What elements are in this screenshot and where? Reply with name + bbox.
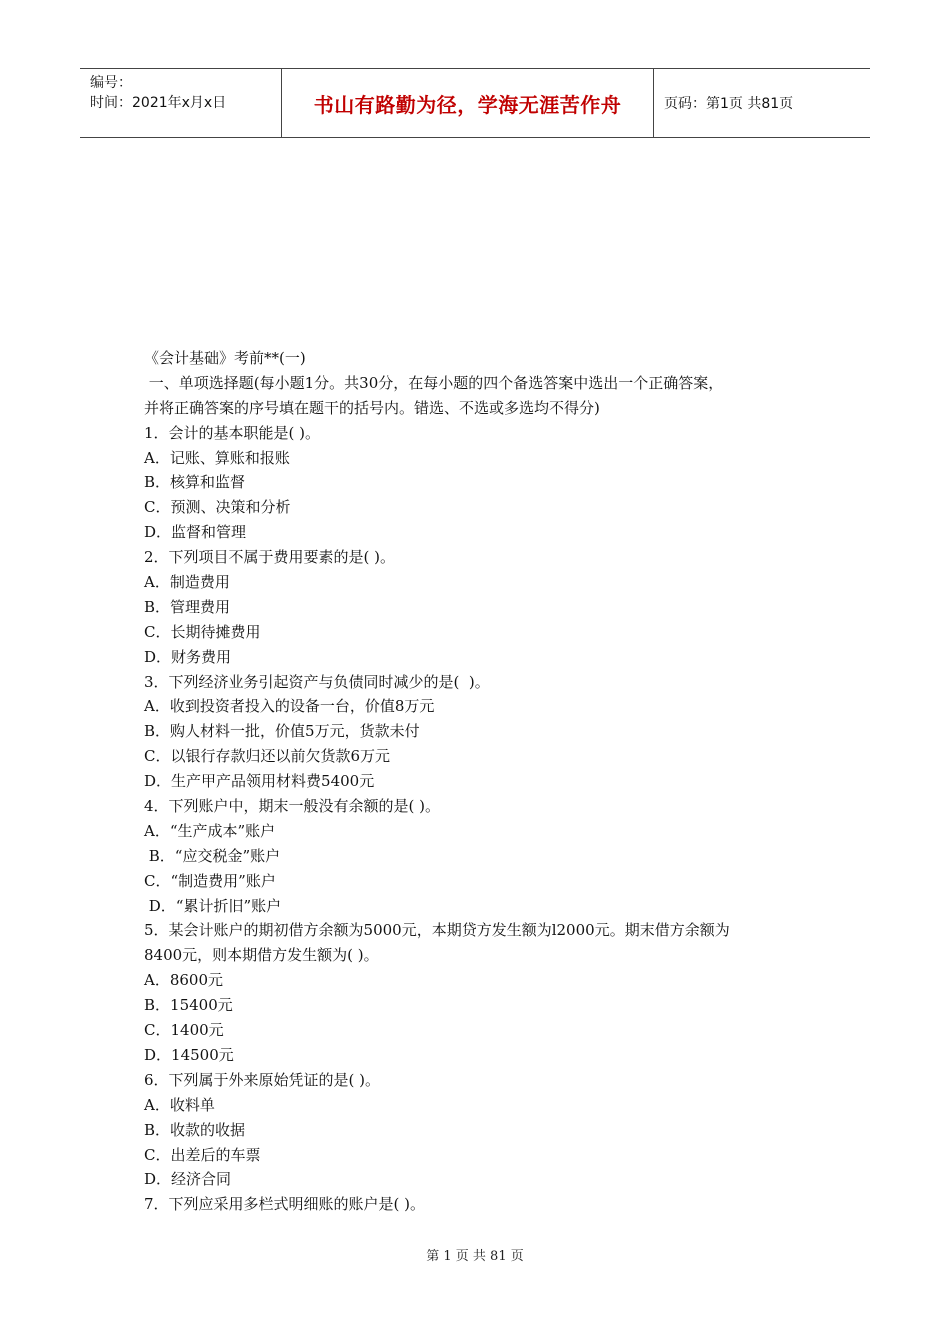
question-5: 5．某会计账户的期初借方余额为5000元，本期贷方发生额为l2000元。期末借方余额为 [144, 921, 730, 940]
option-text: C．预测、决策和分析 [144, 498, 291, 517]
question-1: 1．会计的基本职能是( )。 [144, 423, 321, 442]
option-text: A．收料单 [144, 1095, 215, 1114]
doc-title: 《会计基础》考前**(一) [144, 349, 306, 367]
question-6: 6．下列属于外来原始凭证的是( )。 [144, 1070, 381, 1089]
option-text: B．“应交税金”账户 [144, 846, 281, 865]
option-text: C．以银行存款归还以前欠货款6万元 [144, 747, 391, 766]
id-label: 编号： [90, 75, 132, 91]
option-text: D．“累计折旧”账户 [144, 896, 282, 915]
header-page-info: 页码：第1页 共81页 [664, 96, 794, 112]
option-text: B．收款的收据 [144, 1120, 246, 1139]
section-heading: 一、单项选择题(每小题1分。共30分，在每小题的四个备选答案中选出一个正确答案， [144, 373, 724, 392]
option-text: A．8600元 [144, 971, 224, 990]
option-text: C．“制造费用”账户 [144, 871, 276, 890]
section-instructions: 并将正确答案的序号填在题干的括号内。错选、不选或多选均不得分) [144, 398, 600, 417]
header-motto: 书山有路勤为径，学海无涯苦作舟 [282, 69, 654, 137]
option-text: A．收到投资者投入的设备一台，价值8万元 [144, 697, 435, 716]
question-7: 7．下列应采用多栏式明细账的账户是( )。 [144, 1195, 426, 1214]
page-footer: 第 1 页 共 81 页 [426, 1249, 524, 1264]
page-header [80, 68, 870, 138]
option-text: B．15400元 [144, 996, 233, 1015]
option-text: D．监督和管理 [144, 523, 247, 542]
option-text: A．“生产成本”账户 [144, 821, 276, 840]
option-text: B．购人材料一批，价值5万元，货款未付 [144, 722, 420, 741]
option-text: C．长期待摊费用 [144, 622, 261, 641]
option-text: D．财务费用 [144, 647, 232, 666]
question-5-continued: 8400元，则本期借方发生额为( )。 [144, 946, 379, 965]
question-3: 3．下列经济业务引起资产与负债同时减少的是( )。 [144, 672, 490, 691]
time-label: 时间：2021年x月x日 [90, 95, 227, 111]
option-text: B．核算和监督 [144, 473, 246, 492]
option-text: C．1400元 [144, 1021, 224, 1040]
header-meta [80, 69, 282, 137]
option-text: D．经济合同 [144, 1170, 232, 1189]
option-text: D．14500元 [144, 1045, 234, 1064]
question-4: 4．下列账户中，期末一般没有余额的是( )。 [144, 797, 441, 816]
document-body [144, 346, 824, 1217]
option-text: B．管理费用 [144, 597, 231, 616]
option-text: A．记账、算账和报账 [144, 448, 290, 467]
question-2: 2．下列项目不属于费用要素的是( )。 [144, 548, 396, 567]
option-text: C．出差后的车票 [144, 1145, 261, 1164]
option-text: A．制造费用 [144, 573, 230, 592]
option-text: D．生产甲产品领用材料费5400元 [144, 772, 375, 791]
